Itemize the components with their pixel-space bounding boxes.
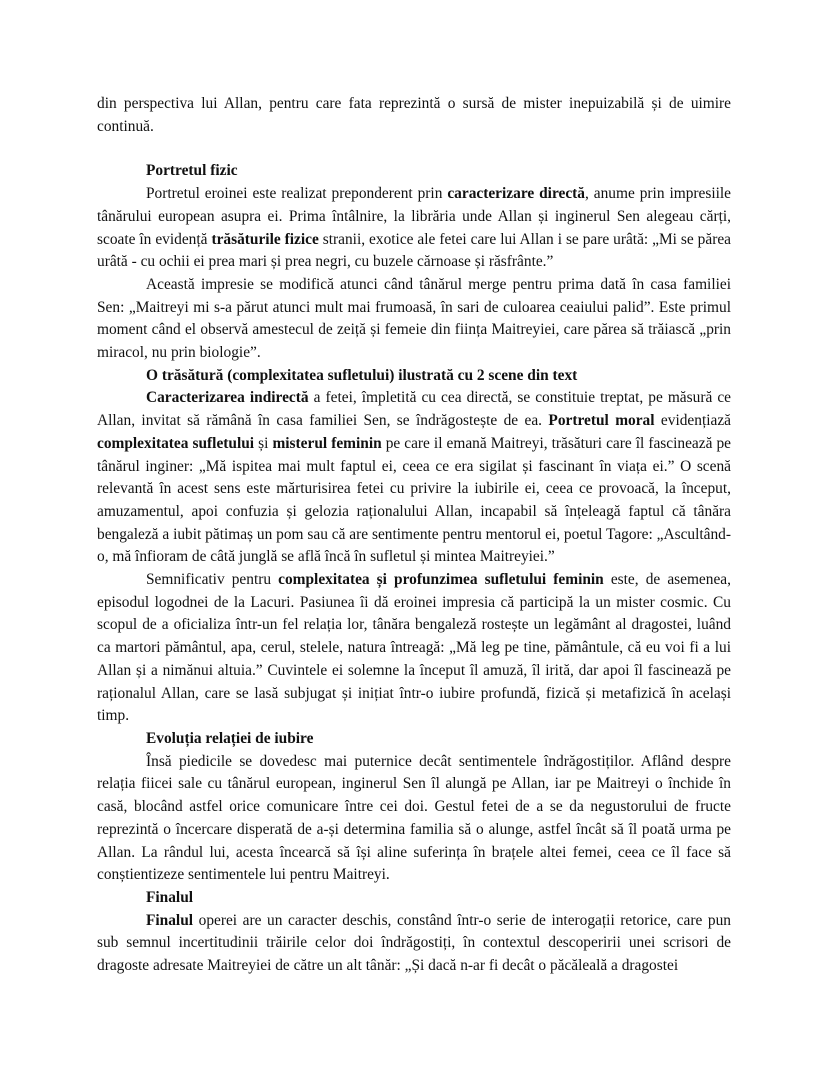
heading-ending: Finalul — [146, 888, 194, 906]
intro-paragraph: din perspectiva lui Allan, pentru care fata reprezintă o sursă de mister inepuizabilă și de uimire continuă. — [97, 95, 731, 135]
paragraph-physical-portrait-2: Această impresie se modifică atunci când tânărul merge pentru prima dată în casa familiei Sen: „Maitreyi mi s-a părut atunci mult mai frumoasă, în sari de culoarea ceaiului palid”. Este primul moment când el observă amestecul de zeiță și femeie din ființa Maitreyiei, care părea să trăiască „prin miracol, nu prin biologie”. — [97, 275, 731, 362]
paragraph-love-evolution: Însă piedicile se dovedesc mai puternice decât sentimentele îndrăgostiților. Aflând despre relația fiicei sale cu tânărul european, inginerul Sen îl alungă pe Allan, iar pe Maitreyi o închide în casă, blocând astfel orice comunicare între cei doi. Gestul fetei de a se da negustorului de fructe reprezintă o încercare disperată de a-și determina familia să o alunge, astfel încât să îl poată urma pe Allan. La rândul lui, acesta încearcă să își aline suferința în brațele altei femei, ceea ce îl face să conștientizeze sentimentele lui pentru Maitreyi. — [97, 752, 731, 884]
document-body — [97, 93, 731, 978]
paragraph-engagement-episode: Semnificativ pentru complexitatea și profunzimea sufletului feminin este, de asemenea, episodul logodnei de la Lacuri. Pasiunea îi dă eroinei impresia că participă la un mister cosmic. Cu scopul de a oficializa într-un fel relația lor, tânăra bengaleză rostește un legământ al dragostei, luând ca martori pământul, apa, cerul, stelele, natura întreagă: „Mă leg pe tine, pământule, că eu voi fi a lui Allan și a nimănui altuia.” Cuvintele ei solemne la început îl amuză, îl irită, dar apoi îl fascinează pe raționalul Allan, care se lasă subjugat și inițiat într-o iubire profundă, fizică și metafizică în același timp. — [97, 571, 731, 725]
paragraph-indirect-characterization: Caracterizarea indirectă a fetei, împletită cu cea directă, se constituie treptat, pe măsură ce Allan, invitat să rămână în casa familiei Sen, se îndrăgostește de ea. Portretul moral evidențiază complexitatea sufletului și misterul feminin pe care il emană Maitreyi, trăsături care îl fascinează pe tânărul inginer: „Mă ispitea mai mult faptul ei, ceea ce era sigilat și fascinant în viața ei.” O scenă relevantă în acest sens este mărturisirea fetei cu privire la iubirile ei, ceea ce provoacă, la început, amuzamentul, apoi confuzia și gelozia raționalului Allan, incapabil să înțeleagă faptul că tânăra bengaleză a iubit pătimaș un pom sau că are sentimente pentru mentorul ei, poetul Tagore: „Ascultând-o, mă înfioram de câtă junglă se află încă în sufletul și mintea Maitreyiei.” — [97, 389, 731, 566]
heading-love-evolution: Evoluția relației de iubire — [146, 729, 314, 747]
paragraph-ending: Finalul operei are un caracter deschis, constând într-o serie de interogații retorice, care pun sub semnul incertitudinii trăirile celor doi îndrăgostiți, în contextul descoperirii unei scrisori de dragoste adresate Maitreyiei de către un alt tânăr: „Și dacă n-ar fi decât o păcăleală a dragostei — [97, 911, 731, 975]
heading-soul-complexity: O trăsătură (complexitatea sufletului) ilustrată cu 2 scene din text — [146, 366, 578, 384]
heading-physical-portrait: Portretul fizic — [146, 162, 238, 180]
paragraph-physical-portrait-1: Portretul eroinei este realizat preponderent prin caracterizare directă, anume prin impresiile tânărului european asupra ei. Prima întâlnire, la librăria unde Allan și inginerul Sen alegeau cărți, scoate în evidență trăsăturile fizice stranii, exotice ale fetei care lui Allan i se pare urâtă: „Mi se părea urâtă - cu ochii ei prea mari și prea negri, cu buzele cărnoase și răsfrânte.” — [97, 185, 731, 271]
